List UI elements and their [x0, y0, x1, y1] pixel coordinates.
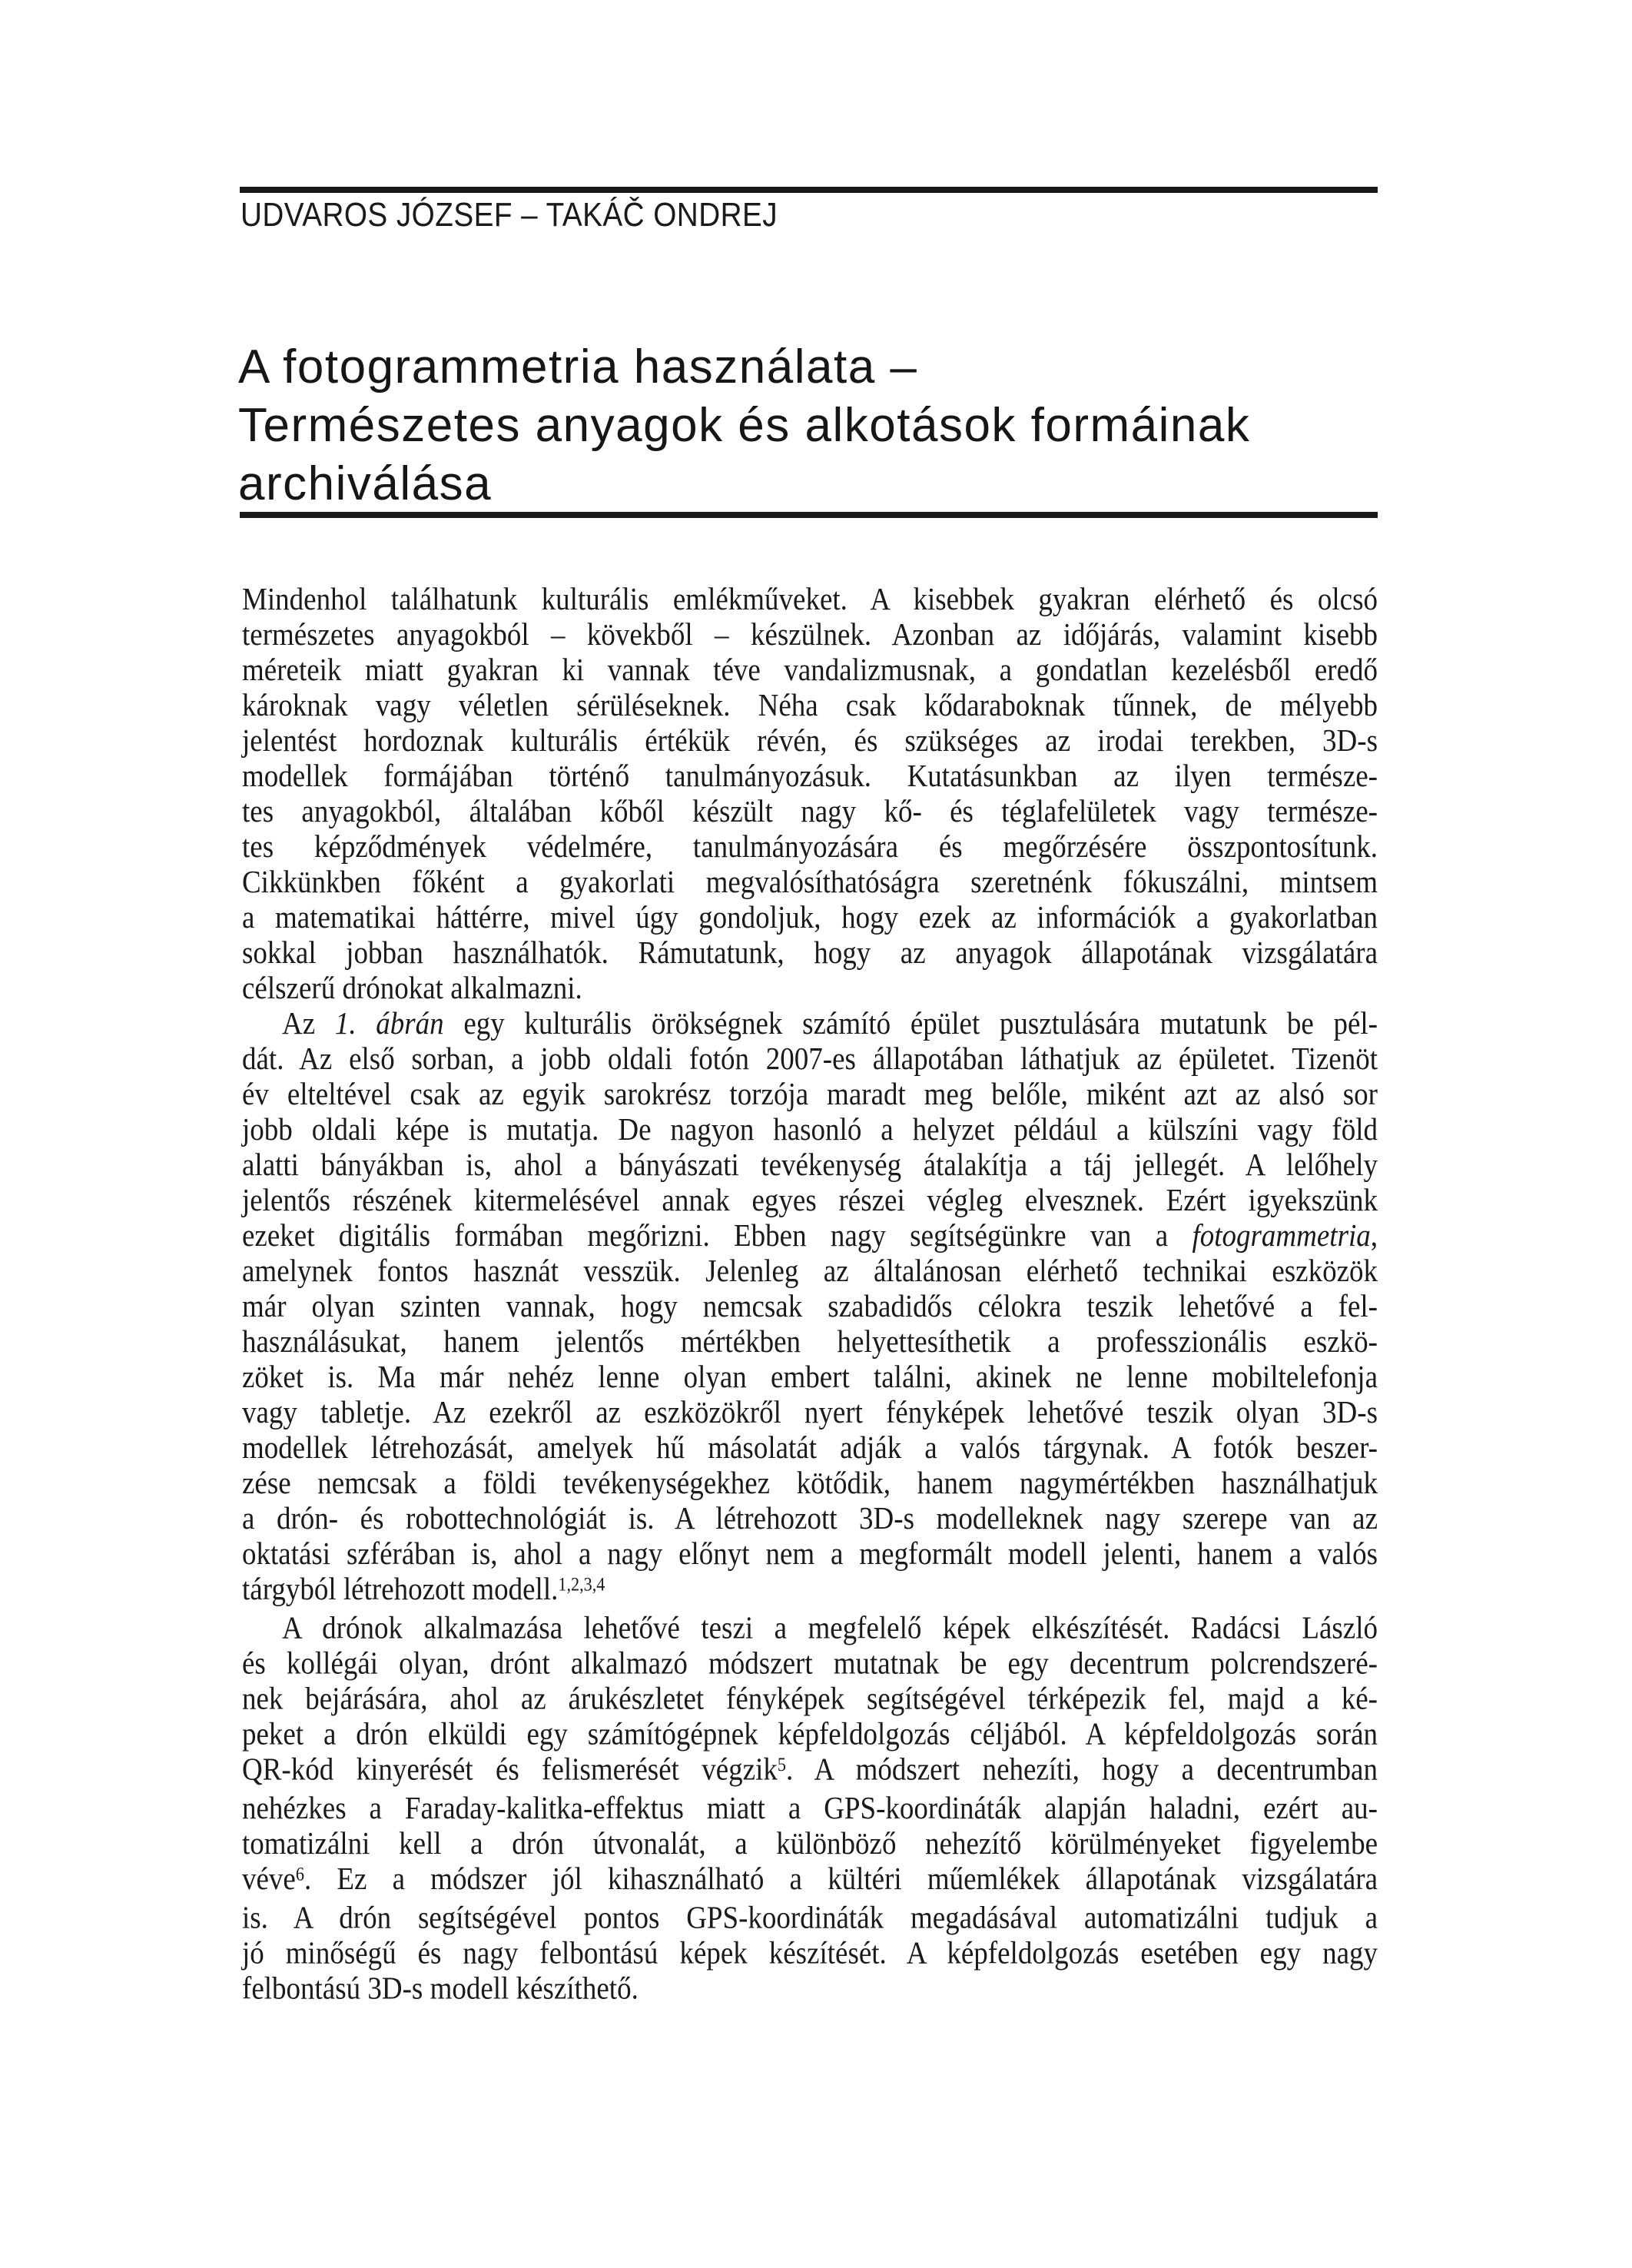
body-text	[242, 582, 1378, 2007]
text-line	[242, 1360, 1378, 1395]
text-segment: . A módszert nehezíti, hogy a decentrumban	[785, 1752, 1378, 1788]
text-segment: nek bejárására, ahol az árukészletet fényképek segítségével térképezik fel, majd a ké-	[242, 1681, 1378, 1717]
text-segment: év elteltével csak az egyik sarokrész torzója maradt meg belőle, miként azt az alsó sor	[242, 1077, 1378, 1113]
text-line	[242, 935, 1378, 971]
text-line	[242, 1646, 1378, 1682]
article-title	[238, 338, 1250, 513]
text-line	[242, 1682, 1378, 1717]
author-line: UDVAROS JÓZSEF – TAKÁČ ONDREJ	[240, 196, 778, 234]
text-segment: modellek létrehozását, amelyek hű másolatát adják a valós tárgynak. A fotók beszer-	[242, 1430, 1378, 1466]
text-line	[242, 1041, 1378, 1077]
footnote-ref: 6	[295, 1863, 304, 1885]
text-segment: tes anyagokból, általában kőből készült nagy kő- és téglafelületek vagy természe-	[242, 794, 1378, 830]
text-line	[242, 1971, 1378, 2007]
text-line	[242, 829, 1378, 865]
text-line	[242, 794, 1378, 829]
paragraph	[242, 1006, 1378, 1611]
text-line	[242, 1395, 1378, 1430]
text-segment: véve	[242, 1861, 296, 1898]
paragraph	[242, 582, 1378, 1006]
text-segment: a drón- és robottechnológiát is. A létrehozott 3D-s modelleknek nagy szerepe van az	[242, 1501, 1378, 1537]
text-line	[242, 582, 1378, 617]
text-line	[242, 1501, 1378, 1536]
text-line	[242, 1611, 1378, 1646]
footnote-ref: 5	[777, 1753, 786, 1775]
text-line	[242, 971, 1378, 1006]
text-line	[242, 1791, 1378, 1826]
text-segment: már olyan szinten vannak, hogy nemcsak szabadidős célokra teszik lehetővé a fel-	[242, 1289, 1378, 1325]
text-line	[242, 1936, 1378, 1971]
text-segment: QR-kód kinyerését és felismerését végzik	[242, 1752, 778, 1788]
paragraph	[242, 1611, 1378, 2007]
text-segment: tomatizálni kell a drón útvonalát, a különböző nehezítő körülményeket figyelembe	[242, 1826, 1378, 1862]
text-segment: a matematikai háttérre, mivel úgy gondoljuk, hogy ezek az információk a gyakorlatban	[242, 900, 1378, 936]
text-segment: is. A drón segítségével pontos GPS-koordináták megadásával automatizálni tudjuk a	[242, 1900, 1378, 1936]
text-line	[242, 1536, 1378, 1572]
text-line	[242, 1572, 1378, 1610]
text-segment: tárgyból létrehozott modell.	[242, 1572, 559, 1608]
text-segment: Az	[282, 1006, 335, 1042]
text-line	[242, 1112, 1378, 1147]
text-line	[242, 1183, 1378, 1218]
text-segment: tes képződmények védelmére, tanulmányozására és megőrzésére összpontosítunk.	[242, 829, 1378, 865]
text-segment: jelentős részének kitermelésével annak egyes részei végleg elvesznek. Ezért igyekszünk	[242, 1183, 1378, 1219]
title-rule	[240, 512, 1378, 518]
text-segment: zése nemcsak a földi tevékenységekhez kötődik, hanem nagymértékben használhatjuk	[242, 1466, 1378, 1502]
text-segment: amelynek fontos hasznát vesszük. Jelenleg az általánosan elérhető technikai eszközök	[242, 1254, 1378, 1290]
text-line	[242, 1861, 1378, 1900]
title-line: archiválása	[238, 457, 493, 510]
text-segment: és kollégái olyan, drónt alkalmazó módszert mutatnak be egy decentrum polcrendszeré-	[242, 1645, 1378, 1682]
italic-text: 1. ábrán	[334, 1006, 444, 1042]
text-segment: méreteik miatt gyakran ki vannak téve vandalizmusnak, a gondatlan kezelésből eredő	[242, 653, 1378, 689]
text-line	[242, 865, 1378, 900]
text-segment: dát. Az első sorban, a jobb oldali fotón 2007-es állapotában láthatjuk az épületet. Tizenöt	[242, 1041, 1378, 1078]
text-line	[242, 1218, 1378, 1254]
text-line	[242, 1466, 1378, 1501]
text-line	[242, 1752, 1378, 1791]
text-line	[242, 688, 1378, 723]
text-segment: modellek formájában történő tanulmányozásuk. Kutatásunkban az ilyen természe-	[242, 759, 1378, 795]
text-segment: jobb oldali képe is mutatja. De nagyon hasonló a helyzet például a külszíni vagy föld	[242, 1112, 1378, 1148]
header-rule	[240, 187, 1378, 193]
text-line	[242, 723, 1378, 759]
text-line	[242, 1254, 1378, 1289]
text-line	[242, 1901, 1378, 1936]
text-line	[242, 617, 1378, 653]
text-segment: Mindenhol találhatunk kulturális emlékműveket. A kisebbek gyakran elérhető és olcsó	[242, 582, 1378, 618]
text-segment: peket a drón elküldi egy számítógépnek képfeldolgozás céljából. A képfeldolgozás során	[242, 1716, 1378, 1752]
text-line	[242, 1324, 1378, 1360]
text-segment: ezeket digitális formában megőrizni. Ebben nagy segítségünkre van a	[242, 1218, 1192, 1254]
text-segment: oktatási szférában is, ahol a nagy előnyt nem a megformált modell jelenti, hanem a valós	[242, 1536, 1378, 1572]
text-segment: jó minőségű és nagy felbontású képek készítését. A képfeldolgozás esetében egy nagy	[242, 1935, 1378, 1971]
title-line: Természetes anyagok és alkotások formáinak	[238, 399, 1251, 452]
text-line	[242, 1430, 1378, 1466]
text-segment: célszerű drónokat alkalmazni.	[242, 971, 582, 1007]
text-line	[242, 1077, 1378, 1112]
text-segment: károknak vagy véletlen sérüléseknek. Néha csak kődaraboknak tűnnek, de mélyebb	[242, 688, 1378, 724]
text-segment: zöket is. Ma már nehéz lenne olyan embert találni, akinek ne lenne mobiltelefonja	[242, 1360, 1378, 1396]
text-line	[242, 1289, 1378, 1324]
text-segment: A drónok alkalmazása lehetővé teszi a megfelelő képek elkészítését. Radácsi László	[282, 1610, 1378, 1646]
text-line	[242, 1717, 1378, 1752]
text-line	[242, 1147, 1378, 1183]
text-segment: nehézkes a Faraday-kalitka-effektus miatt a GPS-koordináták alapján haladni, ezért au-	[242, 1791, 1378, 1827]
text-segment: felbontású 3D-s modell készíthető.	[242, 1971, 639, 2007]
text-segment: természetes anyagokból – kövekből – készülnek. Azonban az időjárás, valamint kisebb	[242, 617, 1378, 653]
text-segment: sokkal jobban használhatók. Rámutatunk, hogy az anyagok állapotának vizsgálatára	[242, 935, 1378, 971]
footnote-ref: 1,2,3,4	[558, 1573, 605, 1596]
text-segment: egy kulturális örökségnek számító épület pusztulására mutatunk be pél-	[443, 1006, 1378, 1042]
text-line	[242, 653, 1378, 688]
text-segment: használásukat, hanem jelentős mértékben helyettesíthetik a professzionális eszkö-	[242, 1324, 1378, 1360]
italic-text: fotogrammetria	[1192, 1218, 1371, 1254]
text-line	[242, 759, 1378, 794]
text-line	[242, 1826, 1378, 1861]
text-line	[242, 900, 1378, 935]
text-segment: jelentést hordoznak kulturális értékük révén, és szükséges az irodai terekben, 3D-s	[242, 723, 1378, 759]
text-segment: vagy tabletje. Az ezekről az eszközökről nyert fényképek lehetővé teszik olyan 3D-s	[242, 1395, 1378, 1431]
text-line	[242, 1006, 1378, 1041]
title-line: A fotogrammetria használata –	[238, 340, 918, 393]
text-segment: . Ez a módszer jól kihasználható a kültéri műemlékek állapotának vizsgálatára	[304, 1861, 1378, 1898]
text-segment: ,	[1370, 1218, 1378, 1254]
text-segment: Cikkünkben főként a gyakorlati megvalósíthatóságra szeretnénk fókuszálni, mintsem	[242, 865, 1378, 901]
text-segment: alatti bányákban is, ahol a bányászati tevékenység átalakítja a táj jellegét. A lelőhely	[242, 1147, 1378, 1184]
